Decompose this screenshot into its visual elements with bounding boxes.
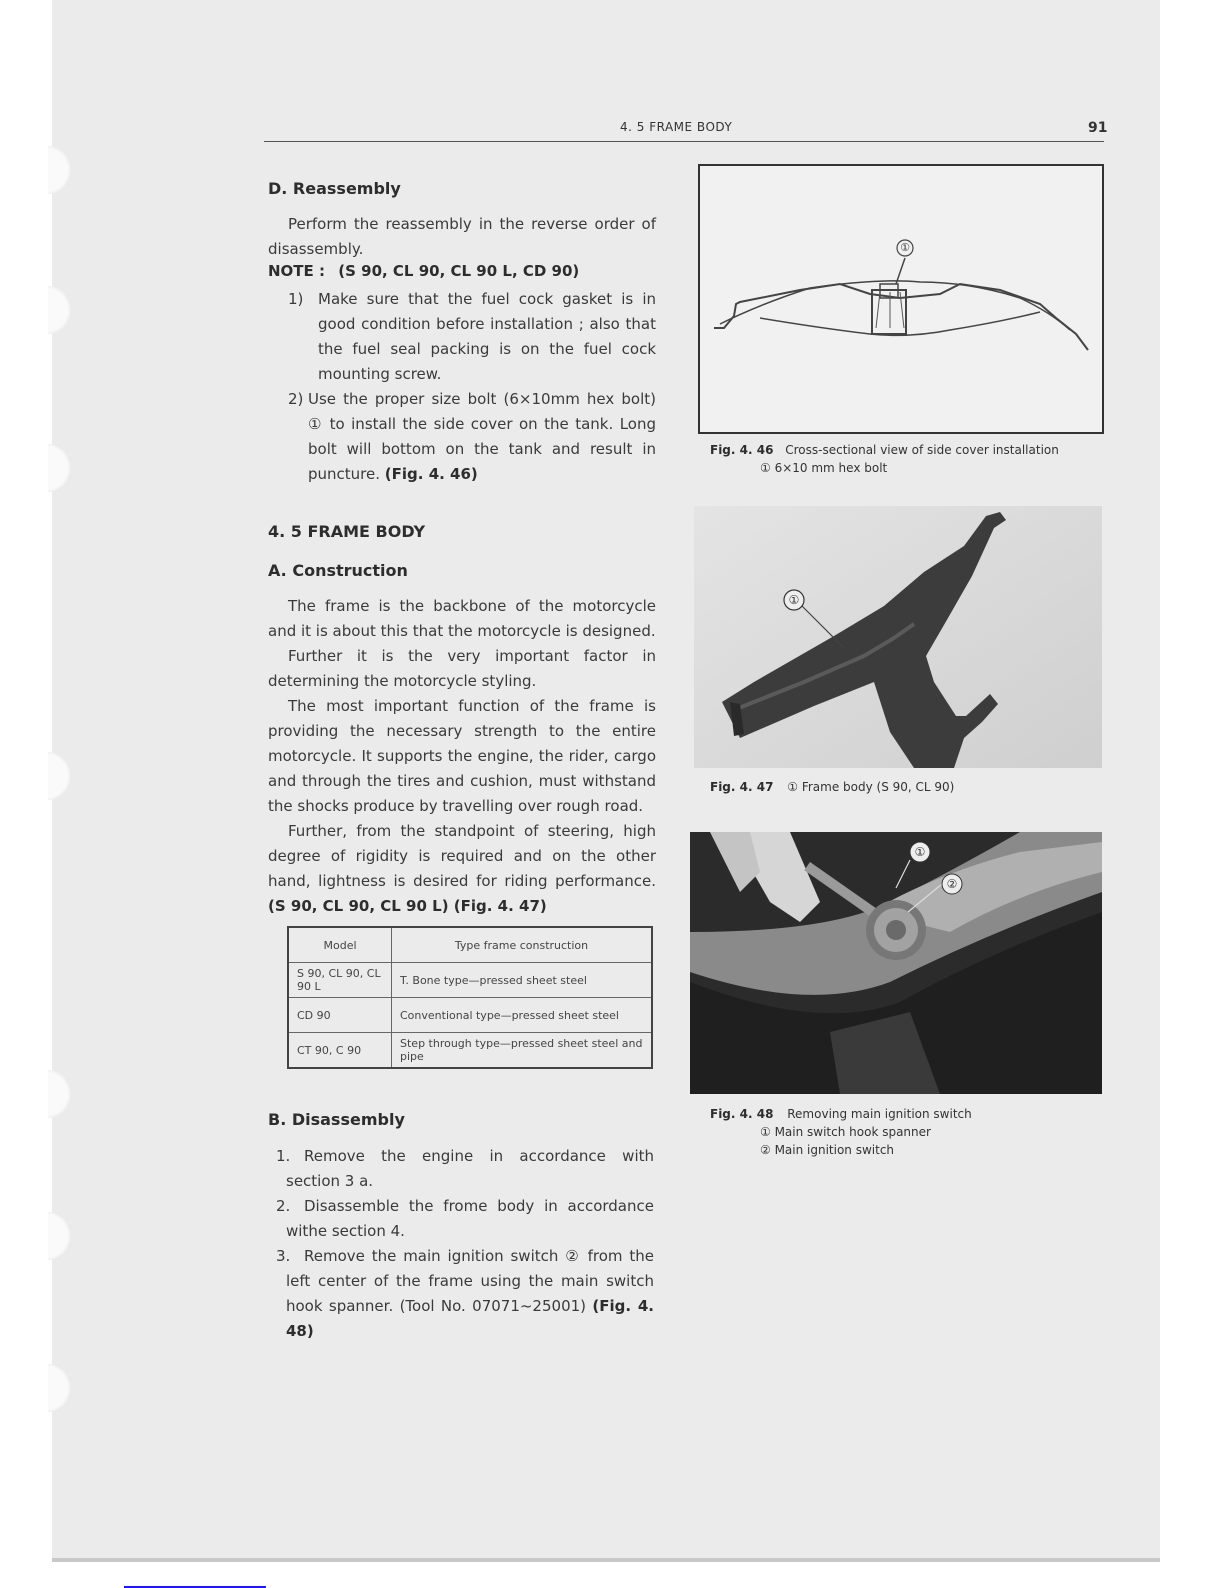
table-header-type: Type frame construction (392, 927, 653, 963)
fig-4-48-caption-text: Removing main ignition switch (787, 1107, 972, 1121)
note-models: (S 90, CL 90, CL 90 L, CD 90) (338, 262, 580, 280)
fig-4-48-marker-1: ① (914, 845, 926, 859)
table-header-row (288, 927, 652, 963)
note-item1-number: 1) (288, 290, 304, 308)
fig-4-48-caption (710, 1105, 972, 1123)
reassembly-intro: Perform the reassembly in the reverse order of disassembly. (268, 215, 656, 258)
note-label-text: NOTE : (268, 262, 326, 280)
note-item2-text: Use the proper size bolt (6×10mm hex bolt) ① to install the side cover on the tank. Long bolt will bottom on the tank and result in puncture. (308, 390, 656, 483)
step2-text: Disassemble the frome body in accordance withe section 4. (286, 1197, 654, 1240)
fig-4-46-marker: ① (900, 241, 910, 254)
construction-para4-ref: (S 90, CL 90, CL 90 L) (Fig. 4. 47) (268, 897, 547, 915)
step3-text: Remove the main ignition switch ② from the left center of the frame using the main switch hook spanner. (Tool No. 07071~25001) (286, 1247, 654, 1315)
step3 (286, 1244, 654, 1344)
fig-4-48-label: Fig. 4. 48 (710, 1107, 774, 1121)
construction-para4-text: Further, from the standpoint of steering, high degree of rigidity is required and on the other hand, lightness is desired for riding performance. (268, 822, 656, 890)
header-rule (264, 141, 1104, 142)
note-label (268, 262, 579, 280)
table-row (288, 998, 652, 1033)
table-header-model: Model (288, 927, 392, 963)
fig-4-46-caption (710, 441, 1059, 459)
table-cell-model: CD 90 (288, 998, 392, 1033)
section-heading: 4. 5 FRAME BODY (268, 522, 426, 541)
disassembly-heading: B. Disassembly (268, 1110, 405, 1129)
reassembly-heading: D. Reassembly (268, 179, 401, 198)
fig-4-46-caption-text: Cross-sectional view of side cover installation (785, 443, 1059, 457)
note-item2-ref: (Fig. 4. 46) (384, 465, 478, 483)
fig-4-47-marker: ① (788, 593, 800, 607)
table-cell-model: CT 90, C 90 (288, 1033, 392, 1069)
construction-para1: The frame is the backbone of the motorcycle and it is about this that the motorcycle is designed. (268, 597, 656, 640)
fig-4-46-diagram (698, 164, 1104, 434)
construction-heading: A. Construction (268, 561, 408, 580)
ignition-switch-removal-photo-illustration (690, 832, 1102, 1094)
table-cell-model: S 90, CL 90, CL 90 L (288, 963, 392, 998)
fig-4-48-item-1: ① Main switch hook spanner (760, 1125, 931, 1139)
construction-para4 (268, 819, 656, 919)
fig-4-47-caption-text: ① Frame body (S 90, CL 90) (787, 780, 955, 794)
fig-4-48-photo (690, 832, 1102, 1094)
table-cell-type: Step through type—pressed sheet steel and pipe (392, 1033, 653, 1069)
step1-number: 1. (276, 1147, 291, 1165)
fig-4-48-item-2: ② Main ignition switch (760, 1143, 895, 1157)
fig-4-46-item: ① 6×10 mm hex bolt (760, 461, 888, 475)
page-bottom-edge (52, 1558, 1160, 1562)
step1-text: Remove the engine in accordance with section 3 a. (286, 1147, 654, 1190)
fig-4-47-photo (694, 506, 1102, 768)
fig-4-48-marker-2: ② (946, 877, 958, 891)
note-item2 (308, 387, 656, 487)
table-cell-type: Conventional type—pressed sheet steel (392, 998, 653, 1033)
step3-ref: (Fig. 4. 48) (286, 1297, 654, 1340)
construction-para2: Further it is the very important factor in determining the motorcycle styling. (268, 647, 656, 690)
note-item2-number: 2) (288, 390, 304, 408)
table-row (288, 963, 652, 998)
frame-body-photo-illustration (694, 506, 1102, 768)
side-cover-cross-section (700, 166, 1102, 432)
table-row (288, 1033, 652, 1069)
step3-number: 3. (276, 1247, 291, 1265)
fig-4-47-caption (710, 778, 954, 796)
step2-number: 2. (276, 1197, 291, 1215)
page-number: 91 (1088, 120, 1108, 136)
fig-4-46-label: Fig. 4. 46 (710, 443, 774, 457)
fig-4-47-label: Fig. 4. 47 (710, 780, 774, 794)
construction-para3: The most important function of the frame is providing the necessary strength to the entire motorcycle. It supports the engine, the rider, cargo and through the tires and cushion, must withstand the shocks produce by travelling over rough road. (268, 697, 656, 815)
frame-type-table (287, 926, 653, 1069)
note-item1-text: Make sure that the fuel cock gasket is in good condition before installation ; also that the fuel seal packing is on the fuel cock mounting screw. (318, 290, 656, 383)
running-header: 4. 5 FRAME BODY (620, 120, 733, 134)
table-cell-type: T. Bone type—pressed sheet steel (392, 963, 653, 998)
